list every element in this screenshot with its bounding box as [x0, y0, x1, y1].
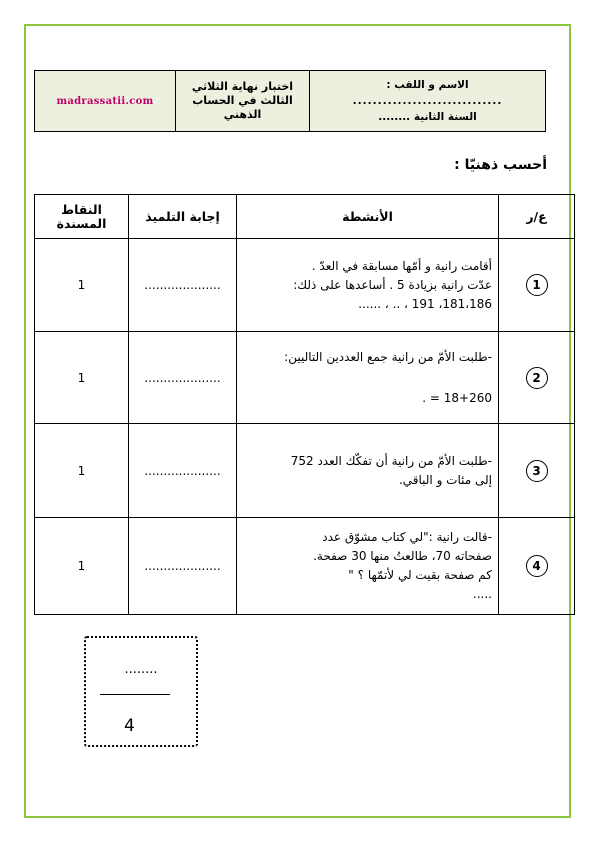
- score-box: [84, 636, 198, 747]
- row-number-cell: [499, 332, 575, 424]
- score-total: 4: [124, 716, 135, 736]
- table-row: [35, 332, 575, 424]
- activity-line: عدّت رانية بزيادة 5 . أساعدها على ذلك:: [293, 277, 492, 292]
- points-cell: 1: [35, 239, 129, 332]
- row-number-cell: [499, 518, 575, 615]
- answer-dots: ....................: [144, 559, 221, 573]
- site-cell: [35, 71, 175, 131]
- header-activities: الأنشطة: [237, 195, 499, 239]
- row-number: 4: [526, 555, 548, 577]
- activity-line: إلى مئات و الباقي.: [398, 472, 492, 487]
- activity-line: 181،186، 191 ، .. ، ......: [358, 296, 492, 311]
- answer-dots: ....................: [144, 463, 221, 478]
- points-cell: 1: [35, 424, 129, 518]
- score-fraction-line: [100, 694, 170, 695]
- table-row: [35, 239, 575, 332]
- activity-line: صفحاته 70، طالعتُ منها 30 صفحة.: [313, 549, 492, 563]
- header-answer: إجابة التلميذ: [129, 195, 237, 239]
- activity-gap: [243, 367, 492, 389]
- header-points: النقاط المسندة: [35, 195, 129, 239]
- table-row: [35, 518, 575, 615]
- activity-line: -طلبت الأمّ من رانية أن تفكّك العدد 752: [290, 453, 492, 468]
- name-label: الاسم و اللقب :: [386, 79, 469, 91]
- activity-line: .....: [472, 587, 492, 601]
- activity-line: كم صفحة بقيت لي لأتمّها ؟ ": [348, 568, 492, 582]
- header-number: ع/ر: [499, 195, 575, 239]
- answer-dots: ....................: [144, 278, 221, 292]
- activity-cell: [237, 332, 499, 424]
- answer-cell[interactable]: [129, 424, 237, 518]
- row-number-cell: [499, 424, 575, 518]
- answer-cell[interactable]: [129, 239, 237, 332]
- activity-cell: [237, 424, 499, 518]
- activity-cell: [237, 239, 499, 332]
- student-info-cell: [309, 71, 545, 131]
- activity-line: 18+260 = .: [422, 390, 492, 405]
- row-number-cell: [499, 239, 575, 332]
- exam-title: اختبار نهاية الثلاثي الثالث في الحساب الذهني: [175, 71, 309, 131]
- table-row: [35, 424, 575, 518]
- row-number: 3: [526, 460, 548, 482]
- activity-line: أقامت رانية و أمّها مسابقة في العدّ .: [311, 258, 492, 273]
- row-number: 1: [526, 274, 548, 296]
- answer-dots: ....................: [144, 370, 221, 385]
- instruction-heading: أحسب ذهنيّا :: [454, 157, 547, 173]
- table-header-row: [35, 195, 575, 239]
- score-obtained[interactable]: ........: [124, 662, 158, 677]
- points-cell: 1: [35, 332, 129, 424]
- answer-cell[interactable]: [129, 518, 237, 615]
- activity-cell: [237, 518, 499, 615]
- site-logo-text: madrassatii.com: [56, 95, 154, 107]
- year-label: السنة الثانية ........: [378, 111, 477, 123]
- activity-line: -طلبت الأمّ من رانية جمع العددين التاليين:: [284, 349, 492, 364]
- exercise-table: [34, 194, 575, 615]
- activity-line: -قالت رانية :"لي كتاب مشوّق عدد: [322, 530, 492, 544]
- points-cell: 1: [35, 518, 129, 615]
- row-number: 2: [526, 367, 548, 389]
- answer-cell[interactable]: [129, 332, 237, 424]
- exam-header: [34, 70, 546, 132]
- name-dots: ..............................: [352, 95, 503, 107]
